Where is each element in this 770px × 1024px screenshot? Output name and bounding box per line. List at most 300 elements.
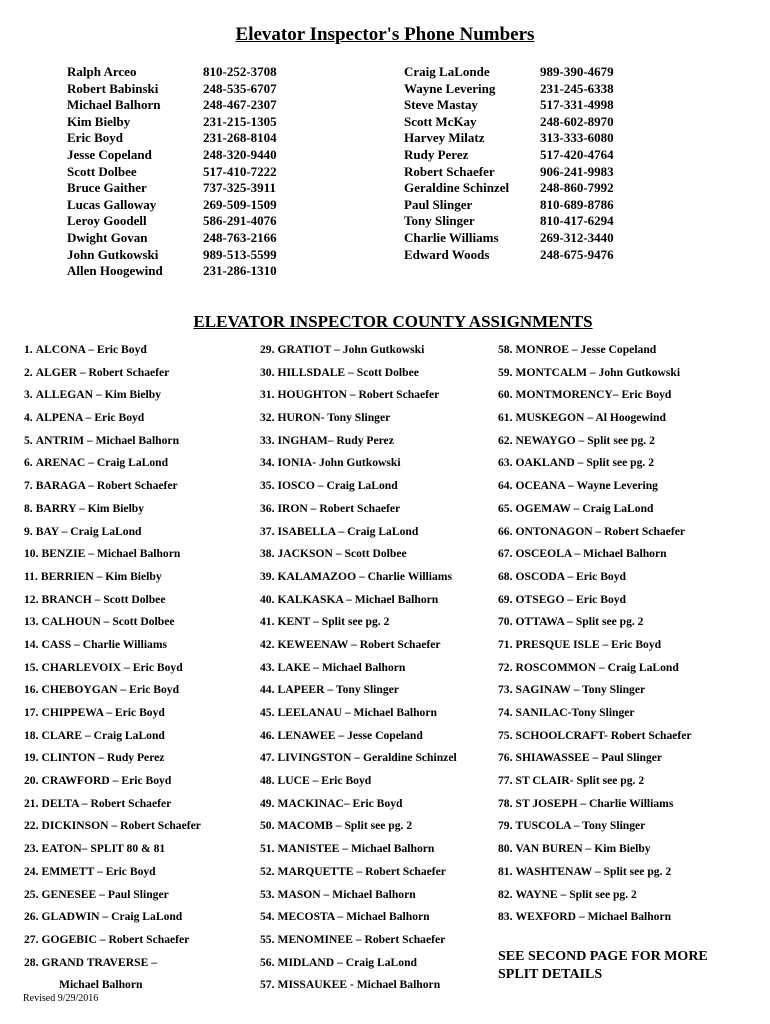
inspector-name: Robert Schaefer: [404, 163, 495, 179]
county-text: BAY – Craig LaLond: [35, 524, 142, 538]
inspector-row: [404, 81, 614, 98]
inspector-row: [67, 230, 277, 247]
county-assignment: [260, 592, 457, 615]
inspector-row: [404, 64, 614, 81]
inspector-phone: 231-215-1305: [203, 113, 277, 129]
county-number: 49.: [260, 796, 275, 810]
county-text: OGEMAW – Craig LaLond: [515, 501, 654, 515]
county-number: 1.: [24, 343, 33, 356]
county-assignment: [260, 387, 457, 410]
county-assignment: [260, 433, 457, 456]
revised-date: Revised 9/29/2016: [23, 993, 99, 1004]
inspector-name: Ralph Arceo: [67, 64, 137, 79]
county-number: 51.: [260, 842, 275, 856]
inspector-phone: 517-331-4998: [540, 97, 614, 113]
county-text: MECOSTA – Michael Balhorn: [277, 910, 430, 924]
county-number: 77.: [498, 774, 513, 788]
county-assignment: [498, 796, 692, 819]
county-text: EATON– SPLIT 80 & 81: [41, 842, 166, 856]
county-number: 59.: [498, 365, 513, 379]
county-column-2: [260, 342, 457, 1000]
county-assignment: [498, 660, 692, 683]
county-text: GENESEE – Paul Slinger: [41, 887, 169, 901]
county-number: 42.: [260, 637, 275, 651]
county-number: 80.: [498, 842, 513, 856]
inspector-row: [67, 114, 277, 131]
county-assignment: [24, 682, 201, 705]
county-assignment: [260, 524, 457, 547]
inspector-phone: 810-252-3708: [203, 64, 277, 79]
county-assignment: [498, 524, 692, 547]
county-text: SANILAC-Tony Slinger: [515, 706, 635, 719]
county-assignment: [24, 864, 201, 887]
county-text: GLADWIN – Craig LaLond: [41, 910, 183, 924]
county-number: 8.: [24, 501, 33, 515]
county-number: 81.: [498, 864, 513, 878]
county-text: LENAWEE – Jesse Copeland: [277, 728, 423, 742]
inspector-row: [404, 197, 614, 214]
county-assignment: [24, 728, 201, 751]
county-text: LIVINGSTON – Geraldine Schinzel: [277, 751, 457, 765]
county-number: 53.: [260, 887, 275, 901]
county-assignment: [24, 660, 201, 683]
county-text: CRAWFORD – Eric Boyd: [41, 774, 172, 788]
inspector-row: [67, 180, 277, 197]
see-second-page-note: SEE SECOND PAGE FOR MORE SPLIT DETAILS: [498, 949, 708, 982]
county-number: 30.: [260, 365, 275, 379]
county-text: ONTONAGON – Robert Schaefer: [515, 524, 685, 538]
county-number: 38.: [260, 547, 275, 561]
county-assignment: [260, 841, 457, 864]
county-text: MACKINAC– Eric Boyd: [277, 796, 403, 810]
county-number: 27.: [24, 932, 39, 946]
county-number: 50.: [260, 819, 275, 833]
county-text: GRATIOT – John Gutkowski: [277, 343, 425, 356]
inspector-row: [404, 97, 614, 114]
inspector-name: Allen Hoogewind: [67, 263, 163, 279]
county-number: 25.: [24, 887, 39, 901]
county-assignment: [498, 433, 692, 456]
county-number: 58.: [498, 343, 513, 356]
inspector-name: John Gutkowski: [67, 246, 159, 262]
county-assignment: [24, 637, 201, 660]
county-text: ST CLAIR- Split see pg. 2: [515, 774, 645, 788]
inspector-phone: 989-390-4679: [540, 64, 614, 79]
inspector-phone: 231-268-8104: [203, 130, 277, 146]
county-text: WASHTENAW – Split see pg. 2: [515, 864, 672, 878]
county-number: 76.: [498, 751, 513, 765]
county-number: 40.: [260, 592, 275, 606]
county-assignment: [260, 909, 457, 932]
county-assignment: [24, 524, 201, 547]
county-text: EMMETT – Eric Boyd: [41, 864, 156, 878]
county-number: 79.: [498, 819, 513, 833]
county-number: 70.: [498, 615, 513, 629]
county-assignment: [260, 864, 457, 887]
county-number: 4.: [24, 411, 33, 425]
inspector-row: [67, 263, 277, 280]
county-assignment: [498, 365, 692, 388]
county-number: 62.: [498, 433, 513, 447]
county-assignment: [498, 682, 692, 705]
county-text: KALAMAZOO – Charlie Williams: [277, 569, 452, 583]
county-assignment: [260, 365, 457, 388]
county-text: ALLEGAN – Kim Bielby: [35, 388, 161, 402]
county-column-3: [498, 342, 692, 932]
county-assignment: [260, 887, 457, 910]
county-number: 20.: [24, 774, 39, 788]
inspector-name: Scott Dolbee: [67, 163, 137, 179]
county-text: IONIA- John Gutkowski: [277, 456, 401, 470]
county-text: BARAGA – Robert Schaefer: [35, 479, 178, 493]
phone-list-right: [404, 64, 614, 263]
inspector-name: Harvey Milatz: [404, 130, 485, 146]
county-assignment: [24, 365, 201, 388]
inspector-row: [67, 81, 277, 98]
county-assignment: [24, 455, 201, 478]
inspector-row: [67, 64, 277, 81]
county-text: ANTRIM – Michael Balhorn: [35, 433, 180, 447]
county-assignment: [24, 342, 201, 365]
inspector-phone: 269-312-3440: [540, 229, 614, 245]
inspector-phone: 248-535-6707: [203, 80, 277, 96]
inspector-name: Edward Woods: [404, 246, 490, 262]
county-text: BRANCH – Scott Dolbee: [41, 592, 166, 606]
county-assignment: [260, 932, 457, 955]
county-text: CHARLEVOIX – Eric Boyd: [41, 660, 183, 674]
county-number: 10.: [24, 547, 39, 561]
inspector-name: Steve Mastay: [404, 97, 479, 113]
county-assignment: [260, 478, 457, 501]
county-assignment: [260, 682, 457, 705]
county-number: 75.: [498, 728, 513, 742]
inspector-row: [404, 130, 614, 147]
county-assignment: [498, 614, 692, 637]
county-number: 66.: [498, 524, 513, 538]
inspector-row: [404, 114, 614, 131]
county-assignment: [24, 569, 201, 592]
county-assignment: [498, 592, 692, 615]
inspector-phone: 231-245-6338: [540, 80, 614, 96]
county-assignment: [498, 569, 692, 592]
county-assignment: [498, 478, 692, 501]
county-assignment: [498, 909, 692, 932]
county-text: MIDLAND – Craig LaLond: [277, 955, 417, 969]
county-assignment: [24, 932, 201, 955]
county-number: 44.: [260, 683, 275, 697]
county-assignment: [498, 773, 692, 796]
county-text: MONTCALM – John Gutkowski: [515, 365, 681, 379]
inspector-phone: 989-513-5599: [203, 246, 277, 262]
county-text: MONTMORENCY– Eric Boyd: [515, 388, 672, 402]
inspector-name: Leroy Goodell: [67, 213, 147, 229]
inspector-phone: 248-675-9476: [540, 246, 614, 262]
county-text: MACOMB – Split see pg. 2: [277, 819, 413, 833]
county-text: Michael Balhorn: [59, 978, 143, 992]
inspector-phone: 248-602-8970: [540, 113, 614, 129]
county-number: 35.: [260, 479, 275, 493]
county-number: 43.: [260, 660, 275, 674]
county-assignment: [24, 501, 201, 524]
county-assignment: [260, 818, 457, 841]
county-number: 6.: [24, 456, 33, 470]
county-number: 54.: [260, 910, 275, 924]
county-text: CHIPPEWA – Eric Boyd: [41, 706, 165, 719]
county-number: 28.: [24, 955, 39, 969]
inspector-name: Craig LaLonde: [404, 64, 490, 79]
county-assignment: [24, 592, 201, 615]
inspector-name: Geraldine Schinzel: [404, 180, 510, 196]
county-number: 83.: [498, 910, 513, 924]
county-number: 3.: [24, 388, 33, 402]
county-text: DICKINSON – Robert Schaefer: [41, 819, 201, 833]
county-text: IRON – Robert Schaefer: [277, 501, 401, 515]
county-number: 17.: [24, 706, 39, 719]
inspector-phone: 810-417-6294: [540, 213, 614, 229]
county-number: 55.: [260, 932, 275, 946]
county-text: WEXFORD – Michael Balhorn: [515, 910, 672, 924]
county-assignment: [260, 660, 457, 683]
inspector-name: Paul Slinger: [404, 196, 473, 212]
inspector-phone: 313-333-6080: [540, 130, 614, 146]
county-number: 68.: [498, 569, 513, 583]
county-assignment: [24, 818, 201, 841]
county-text: CHEBOYGAN – Eric Boyd: [41, 683, 180, 697]
county-assignment: [260, 728, 457, 751]
county-number: 56.: [260, 955, 275, 969]
inspector-phone: 906-241-9983: [540, 163, 614, 179]
county-assignment: [498, 887, 692, 910]
county-text: IOSCO – Craig LaLond: [277, 479, 398, 493]
county-text: WAYNE – Split see pg. 2: [515, 887, 637, 901]
county-assignment: [260, 342, 457, 365]
county-assignment: [498, 728, 692, 751]
county-text: ARENAC – Craig LaLond: [35, 456, 169, 470]
county-assignments-heading: ELEVATOR INSPECTOR COUNTY ASSIGNMENTS: [193, 312, 593, 331]
inspector-row: [404, 164, 614, 181]
county-number: 33.: [260, 433, 275, 447]
county-number: 47.: [260, 751, 275, 765]
county-number: 64.: [498, 479, 513, 493]
county-text: LUCE – Eric Boyd: [277, 774, 372, 788]
county-text: MASON – Michael Balhorn: [277, 887, 416, 901]
inspector-name: Charlie Williams: [404, 229, 499, 245]
county-text: OCEANA – Wayne Levering: [515, 479, 658, 493]
county-number: 36.: [260, 501, 275, 515]
county-assignment: [498, 864, 692, 887]
county-assignment: [24, 410, 201, 433]
county-text: OSCEOLA – Michael Balhorn: [515, 547, 667, 561]
inspector-phone: 248-860-7992: [540, 180, 614, 196]
county-text: BERRIEN – Kim Bielby: [40, 569, 162, 583]
county-assignment: [260, 410, 457, 433]
county-assignment: [498, 455, 692, 478]
county-assignment: [24, 433, 201, 456]
county-number: 73.: [498, 683, 513, 697]
county-number: 12.: [24, 592, 39, 606]
county-text: ISABELLA – Craig LaLond: [277, 524, 419, 538]
county-number: 32.: [260, 411, 275, 425]
inspector-row: [67, 213, 277, 230]
inspector-name: Rudy Perez: [404, 146, 469, 162]
county-number: 41.: [260, 615, 275, 629]
county-number: 61.: [498, 411, 513, 425]
county-assignment: [24, 955, 201, 978]
county-text: BENZIE – Michael Balhorn: [41, 547, 181, 561]
county-number: 57.: [260, 978, 275, 992]
county-assignment: [260, 955, 457, 978]
county-number: 9.: [24, 524, 33, 538]
county-assignment: [24, 387, 201, 410]
inspector-phone: 517-420-4764: [540, 146, 614, 162]
county-number: 48.: [260, 774, 275, 788]
county-text: MISSAUKEE - Michael Balhorn: [277, 978, 441, 992]
inspector-phone: 810-689-8786: [540, 196, 614, 212]
county-text: MONROE – Jesse Copeland: [515, 343, 657, 356]
county-number: 67.: [498, 547, 513, 561]
county-number: 29.: [260, 343, 275, 356]
inspector-name: Kim Bielby: [67, 113, 131, 129]
county-text: BARRY – Kim Bielby: [35, 501, 145, 515]
county-number: 18.: [24, 728, 39, 742]
county-assignment: [498, 501, 692, 524]
county-assignment: [260, 501, 457, 524]
county-number: 22.: [24, 819, 39, 833]
inspector-row: [404, 147, 614, 164]
county-text: OAKLAND – Split see pg. 2: [515, 456, 654, 470]
county-number: 72.: [498, 660, 513, 674]
county-assignment: [24, 909, 201, 932]
county-assignment: [260, 773, 457, 796]
inspector-name: Scott McKay: [404, 113, 477, 129]
county-assignment: [498, 818, 692, 841]
county-assignment: [260, 455, 457, 478]
county-assignment: [498, 342, 692, 365]
county-number: 31.: [260, 388, 275, 402]
inspector-row: [67, 147, 277, 164]
county-assignment: [24, 773, 201, 796]
inspector-phone: 248-467-2307: [203, 97, 277, 113]
county-assignment: [24, 546, 201, 569]
county-text: CASS – Charlie Williams: [41, 637, 168, 651]
county-number: 63.: [498, 456, 513, 470]
county-text: LAPEER – Tony Slinger: [277, 683, 399, 697]
inspector-phone: 231-286-1310: [203, 263, 277, 279]
county-text: ALPENA – Eric Boyd: [35, 411, 145, 425]
county-number: 15.: [24, 660, 39, 674]
county-number: 26.: [24, 910, 39, 924]
county-text: OSCODA – Eric Boyd: [515, 569, 626, 583]
county-text: DELTA – Robert Schaefer: [41, 796, 172, 810]
county-text: SAGINAW – Tony Slinger: [515, 683, 646, 697]
inspector-phone: 517-410-7222: [203, 163, 277, 179]
county-text: CLINTON – Rudy Perez: [41, 751, 165, 765]
county-text: KEWEENAW – Robert Schaefer: [277, 637, 441, 651]
county-number: 23.: [24, 842, 39, 856]
inspector-name: Robert Babinski: [67, 80, 159, 96]
page-title: Elevator Inspector's Phone Numbers: [235, 24, 535, 45]
county-text: MUSKEGON – Al Hoogewind: [515, 411, 666, 425]
inspector-phone: 737-325-3911: [203, 180, 276, 196]
county-number: 7.: [24, 479, 33, 493]
inspector-name: Wayne Levering: [404, 80, 496, 96]
inspector-phone: 586-291-4076: [203, 213, 277, 229]
county-number: 74.: [498, 706, 513, 719]
county-assignment: [24, 705, 201, 728]
county-assignment: [498, 410, 692, 433]
inspector-row: [67, 197, 277, 214]
county-text: CALHOUN – Scott Dolbee: [41, 615, 175, 629]
county-number: 45.: [260, 706, 275, 719]
county-number: 71.: [498, 637, 513, 651]
county-number: 37.: [260, 524, 275, 538]
county-assignment: [260, 569, 457, 592]
county-text: ST JOSEPH – Charlie Williams: [515, 796, 674, 810]
county-text: ALCONA – Eric Boyd: [35, 343, 147, 356]
county-number: 60.: [498, 388, 513, 402]
county-text: LAKE – Michael Balhorn: [277, 660, 406, 674]
county-number: 52.: [260, 864, 275, 878]
county-assignment: [24, 750, 201, 773]
county-assignment: [260, 614, 457, 637]
county-text: MARQUETTE – Robert Schaefer: [277, 864, 446, 878]
county-assignment: [260, 796, 457, 819]
county-text: INGHAM– Rudy Perez: [277, 433, 394, 447]
inspector-name: Jesse Copeland: [67, 146, 152, 162]
county-text: NEWAYGO – Split see pg. 2: [515, 433, 655, 447]
county-number: 39.: [260, 569, 275, 583]
inspector-row: [404, 180, 614, 197]
inspector-row: [404, 213, 614, 230]
inspector-name: Eric Boyd: [67, 130, 123, 146]
county-text: OTTAWA – Split see pg. 2: [515, 615, 644, 629]
county-assignment: [24, 796, 201, 819]
county-number: 5.: [24, 433, 33, 447]
county-assignment: [24, 478, 201, 501]
inspector-phone: 269-509-1509: [203, 196, 277, 212]
inspector-row: [67, 247, 277, 264]
inspector-name: Lucas Galloway: [67, 196, 157, 212]
county-number: 69.: [498, 592, 513, 606]
county-assignment: [24, 614, 201, 637]
county-assignment: [260, 637, 457, 660]
county-text: JACKSON – Scott Dolbee: [277, 547, 407, 561]
county-text: VAN BUREN – Kim Bielby: [515, 842, 651, 856]
county-assignment: [498, 750, 692, 773]
county-text: KENT – Split see pg. 2: [277, 615, 390, 629]
county-text: HOUGHTON – Robert Schaefer: [277, 388, 440, 402]
county-number: 46.: [260, 728, 275, 742]
inspector-phone: 248-320-9440: [203, 146, 277, 162]
county-text: TUSCOLA – Tony Slinger: [515, 819, 646, 833]
county-text: HILLSDALE – Scott Dolbee: [277, 365, 419, 379]
inspector-row: [67, 97, 277, 114]
county-number: 21.: [24, 796, 39, 810]
county-text: OTSEGO – Eric Boyd: [515, 592, 626, 606]
county-number: 11.: [24, 569, 38, 583]
county-number: 65.: [498, 501, 513, 515]
county-text: ROSCOMMON – Craig LaLond: [515, 660, 679, 674]
county-text: CLARE – Craig LaLond: [41, 728, 165, 742]
county-number: 34.: [260, 456, 275, 470]
county-assignment: [260, 546, 457, 569]
inspector-name: Bruce Gaither: [67, 180, 147, 196]
county-number: 14.: [24, 637, 39, 651]
county-text: LEELANAU – Michael Balhorn: [277, 706, 437, 719]
county-assignment: [260, 705, 457, 728]
inspector-phone: 248-763-2166: [203, 229, 277, 245]
county-number: 16.: [24, 683, 39, 697]
